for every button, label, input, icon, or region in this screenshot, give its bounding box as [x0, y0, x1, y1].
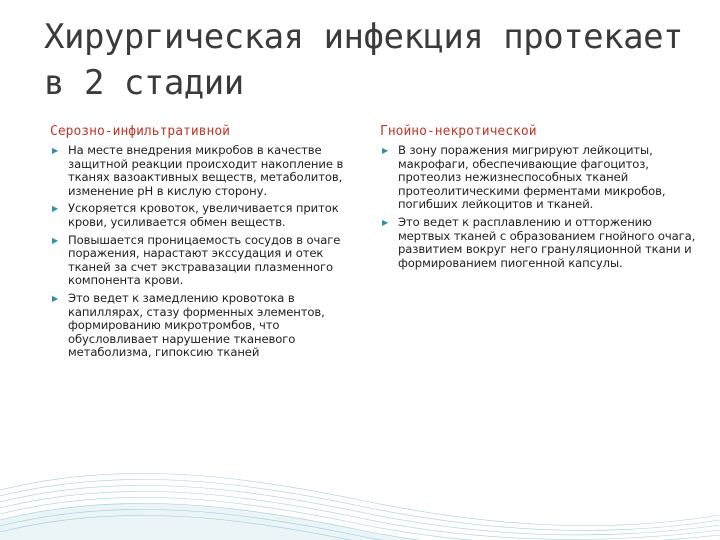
list-item	[380, 216, 700, 270]
bullet-list	[50, 144, 355, 360]
list-item-text: Повышается проницаемость сосудов в очаге поражения, нарастают экссудация и отек тканей за счет экстравазации плазменного компонента крови.	[68, 232, 341, 288]
list-item	[50, 202, 355, 229]
list-item	[50, 292, 355, 360]
list-item	[50, 234, 355, 288]
bullet-triangle-icon: ▶	[382, 146, 389, 155]
list-item-text: Это ведет к замедлению кровотока в капиллярах, стазу форменных элементов, формированию микротромбов, что обусловливает нарушение тканевого метаболизма, гипоксию тканей	[68, 290, 325, 360]
bullet-triangle-icon: ▶	[52, 235, 59, 245]
list-item-text: Это ведет к расплавлению и отторжению мертвых тканей с образованием гнойного очага, развитием вокруг него грануляционной ткани и формированием пиогенной капсулы.	[398, 214, 696, 270]
column-heading: Гнойно-некротической	[380, 124, 537, 139]
bullet-triangle-icon: ▶	[52, 146, 59, 155]
bullet-triangle-icon: ▶	[52, 204, 59, 214]
column-heading: Серозно-инфильтративной	[50, 124, 231, 139]
decorative-wave	[0, 420, 720, 540]
list-item-text: На месте внедрения микробов в качестве защитной реакции происходит накопление в тканях вазоактивных веществ, метаболитов, изменение рН в кислую сторону.	[68, 143, 344, 198]
column-serous-infiltrative	[50, 124, 355, 364]
list-item-text: В зону поражения мигрируют лейкоциты, макрофаги, обеспечивающие фагоцитоз, протеолиз нежизнеспособных тканей протеолитическими ферментами микробов, погибших лейкоцитов и тканей.	[398, 143, 666, 212]
list-item	[50, 144, 355, 198]
list-item	[380, 144, 700, 212]
bullet-triangle-icon: ▶	[382, 217, 389, 227]
bullet-list	[380, 144, 700, 270]
slide-title: Хирургическая инфекция протекает в 2 стадии	[44, 17, 684, 103]
column-purulent-necrotic	[380, 124, 700, 274]
bullet-triangle-icon: ▶	[52, 293, 59, 303]
list-item-text: Ускоряется кровоток, увеличивается приток крови, усиливается обмен веществ.	[68, 201, 339, 229]
